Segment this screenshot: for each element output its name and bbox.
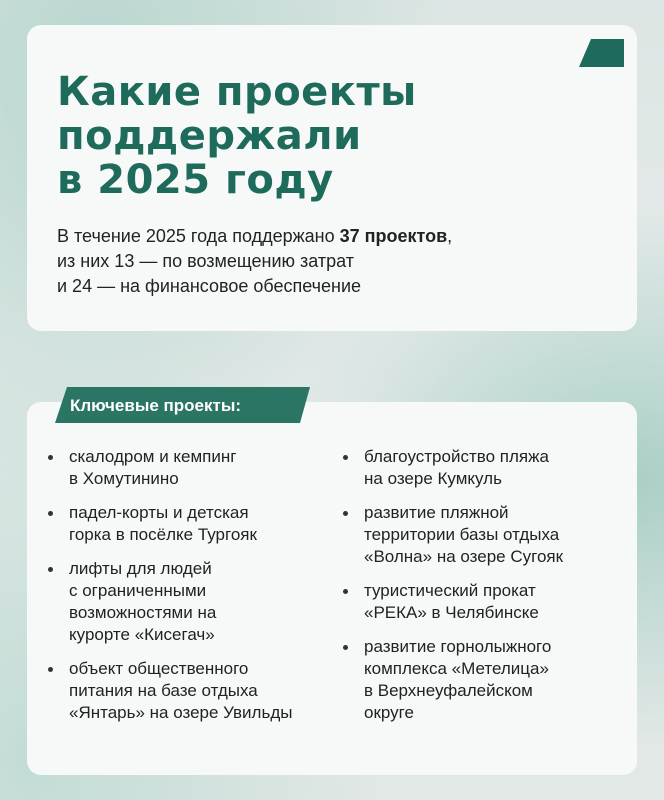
project-item-line: питания на базе отдыха	[69, 681, 258, 700]
project-item-line: лифты для людей	[69, 559, 212, 578]
key-projects-label: Ключевые проекты:	[70, 396, 242, 415]
project-item	[343, 636, 633, 724]
summary-line-2: из них 13 — по возмещению затрат	[57, 251, 354, 271]
project-item	[343, 446, 633, 490]
project-item-line: на озере Кумкуль	[364, 469, 502, 488]
project-item	[48, 558, 338, 646]
project-item-line: падел-корты и детская	[69, 503, 249, 522]
summary-project-count: 37 проектов	[339, 226, 448, 246]
project-item	[343, 580, 633, 624]
project-item-line: благоустройство пляжа	[364, 447, 549, 466]
project-item-line: округе	[364, 703, 414, 722]
project-item-line: «РЕКА» в Челябинске	[364, 603, 539, 622]
project-item-line: горка в посёлке Тургояк	[69, 525, 257, 544]
bullet-icon	[343, 511, 348, 516]
corner-flag-icon	[579, 39, 624, 67]
project-item-line: туристический прокат	[364, 581, 536, 600]
project-item-line: комплекса «Метелица»	[364, 659, 549, 678]
project-item-line: курорте «Кисегач»	[69, 625, 215, 644]
project-item	[48, 658, 338, 724]
title-line-2: поддержали	[57, 113, 362, 159]
summary-line-3: и 24 — на финансовое обеспечение	[57, 276, 362, 296]
bullet-icon	[343, 645, 348, 650]
project-item-line: «Янтарь» на озере Увильды	[69, 703, 293, 722]
project-item-line: развитие пляжной	[364, 503, 509, 522]
project-item-line: объект общественного	[69, 659, 249, 678]
page-title	[57, 70, 577, 202]
project-item	[48, 446, 338, 490]
bullet-icon	[48, 567, 53, 572]
summary-line-1	[57, 224, 617, 249]
project-item-line: с ограниченными	[69, 581, 207, 600]
project-item-line: возможностями на	[69, 603, 217, 622]
bullet-icon	[48, 455, 53, 460]
project-item	[48, 502, 338, 546]
project-item-line: в Хомутинино	[69, 469, 179, 488]
bullet-icon	[343, 455, 348, 460]
summary-prefix: В течение 2025 года поддержано	[57, 226, 340, 246]
bullet-icon	[48, 667, 53, 672]
project-item-line: в Верхнеуфалейском	[364, 681, 533, 700]
title-line-3: в 2025 году	[57, 157, 334, 203]
projects-left-column	[48, 446, 338, 724]
project-item-line: территории базы отдыха	[364, 525, 560, 544]
summary-suffix: ,	[447, 226, 453, 246]
bullet-icon	[343, 589, 348, 594]
title-line-1: Какие проекты	[57, 69, 417, 115]
summary-text	[57, 224, 617, 299]
projects-right-column	[343, 446, 633, 724]
project-item-line: скалодром и кемпинг	[69, 447, 237, 466]
project-item-line: «Волна» на озере Сугояк	[364, 547, 564, 566]
bullet-icon	[48, 511, 53, 516]
project-item-line: развитие горнолыжного	[364, 637, 552, 656]
project-item	[343, 502, 633, 568]
